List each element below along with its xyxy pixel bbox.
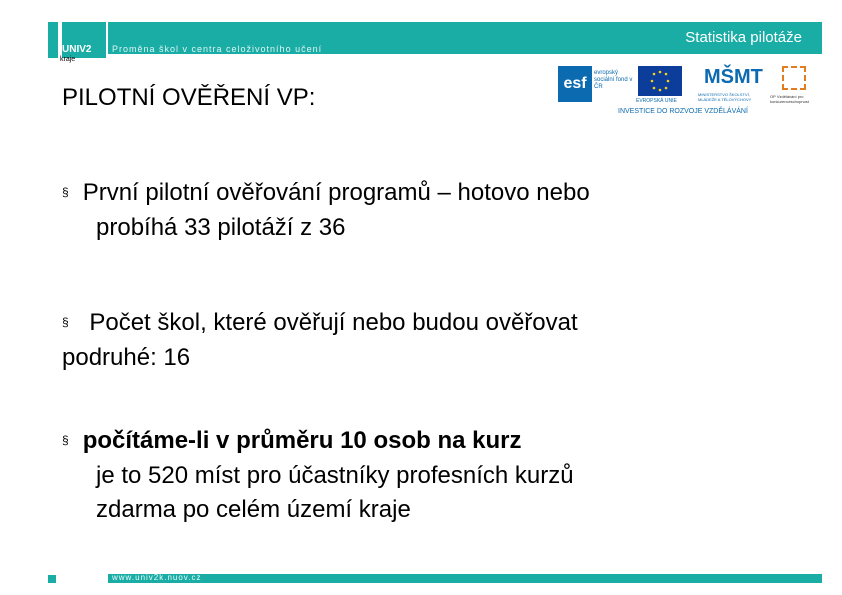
logo-bar <box>48 22 58 58</box>
bullet-text: Počet škol, které ověřují nebo budou ověřovat <box>82 309 578 336</box>
footer-bar <box>108 574 822 583</box>
bullet-item-schools <box>62 306 792 375</box>
msmt-mark: MŠMT <box>704 66 763 88</box>
op-stars-icon <box>782 66 806 90</box>
bullet-item-places <box>62 424 792 527</box>
page-title: PILOTNÍ OVĚŘENÍ VP: <box>62 84 316 111</box>
bullet-text-continued: probíhá 33 pilotáží z 36 <box>96 213 346 241</box>
eu-label: EVROPSKÁ UNIE <box>636 98 677 104</box>
footer-url: www.univ2k.nuov.cz <box>112 573 202 582</box>
bullet-text-continued: zdarma po celém území kraje <box>96 495 411 523</box>
logo-subtext: kraje <box>60 56 76 63</box>
bullet-icon: § <box>62 184 69 199</box>
bullet-text: První pilotní ověřování programů – hotovo nebo <box>82 179 590 206</box>
bullet-icon: § <box>62 432 69 447</box>
esf-mark: esf <box>558 66 592 102</box>
footer-square <box>48 575 56 583</box>
msmt-logo <box>698 66 763 106</box>
bullet-item-pilots <box>62 176 792 245</box>
op-label: OP Vzdělávání pro konkurenceschopnost <box>770 94 809 104</box>
eu-flag-icon <box>638 66 682 96</box>
bullet-icon: § <box>62 314 69 329</box>
msmt-label: MINISTERSTVO ŠKOLSTVÍ, MLÁDEŽE A TĚLOVÝCHOVY <box>698 92 752 102</box>
partner-logos <box>558 64 818 122</box>
op-logo <box>770 66 818 106</box>
bullet-text-bold: počítáme-li v průměru 10 osob na kurz <box>82 427 522 454</box>
header-tagline: Proměna škol v centra celoživotního učení <box>112 44 323 54</box>
esf-label: evropský sociální fond v ČR <box>594 70 633 90</box>
investice-label: INVESTICE DO ROZVOJE VZDĚLÁVÁNÍ <box>618 108 748 115</box>
bullet-text-continued: je to 520 míst pro účastníky profesních kurzů <box>96 461 574 489</box>
slide-tag: Statistika pilotáže <box>636 26 812 50</box>
bullet-text-continued: podruhé: 16 <box>62 343 191 371</box>
univ2-logo <box>48 22 106 58</box>
esf-logo <box>558 66 633 104</box>
logo-text: UNIV2 <box>62 44 92 55</box>
